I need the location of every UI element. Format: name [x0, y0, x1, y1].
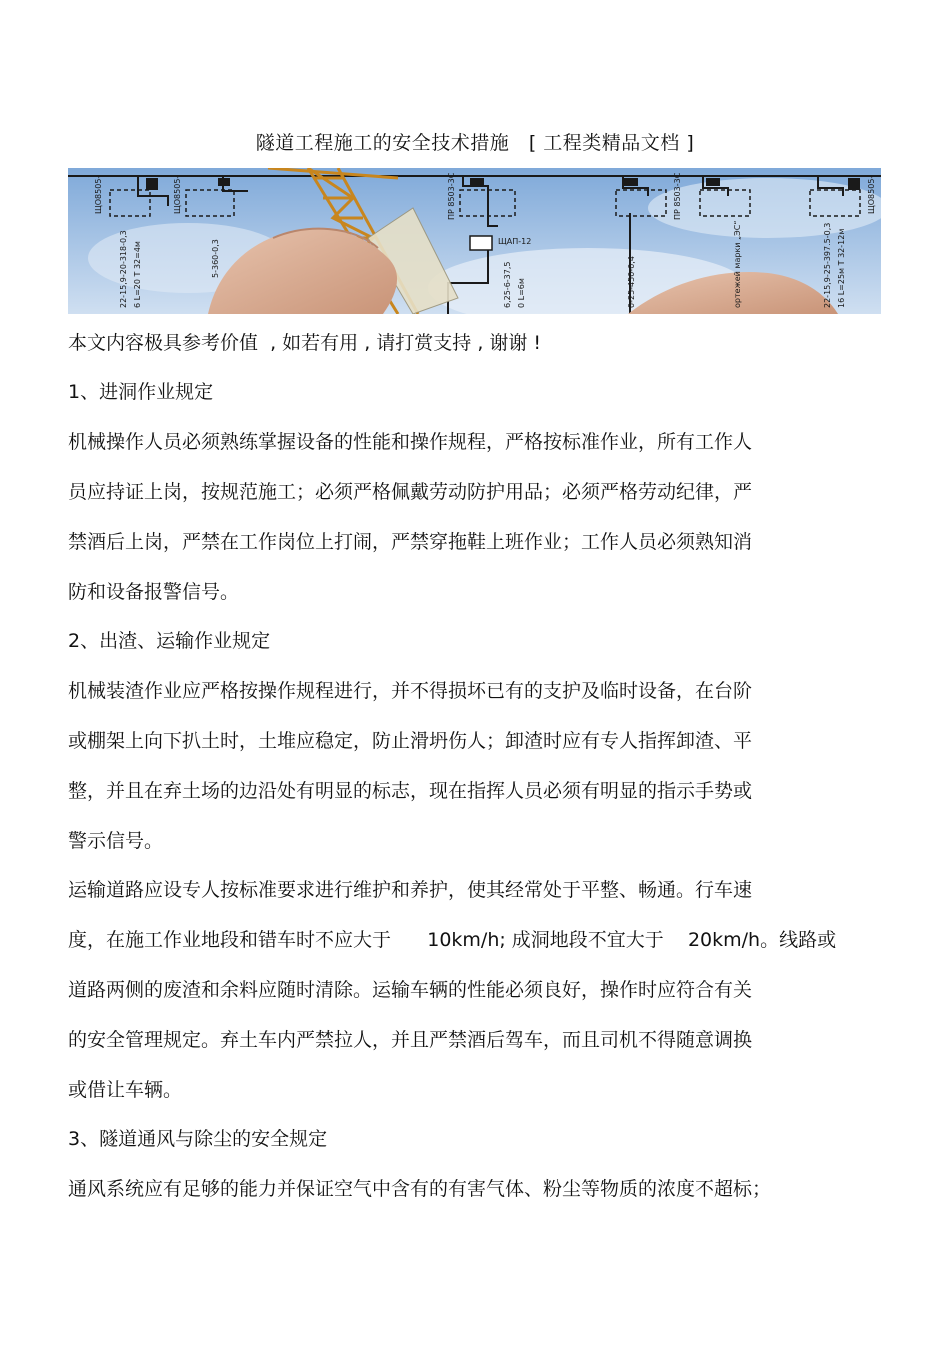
banner-side-label: 22-15,9-20-318-0,3	[119, 230, 128, 308]
banner-side-label: 6 L=20 T 32=4м	[133, 241, 142, 308]
paragraph-line: 道路两侧的废渣和余料应随时清除。运输车辆的性能必须良好，操作时应符合有关	[68, 979, 753, 1001]
section-heading: 3、隧道通风与除尘的安全规定	[68, 1128, 328, 1150]
intro-line: 本文内容极具参考价值 , 如若有用 , 请打赏支持 , 谢谢 !	[68, 332, 542, 354]
paragraph-line: 的安全管理规定。弃土车内严禁拉人，并且严禁酒后驾车，而且司机不得随意调换	[68, 1029, 753, 1051]
paragraph-line: 运输道路应设专人按标准要求进行维护和养护，使其经常处于平整、畅通。行车速	[68, 879, 753, 901]
banner-side-label: 22-15,9-25-397.5-0,3	[823, 222, 832, 308]
banner-image	[68, 168, 881, 314]
paragraph-line: 防和设备报警信号。	[68, 581, 240, 603]
banner-side-label: 5-360-0,3	[211, 239, 220, 278]
paragraph-line: 员应持证上岗，按规范施工；必须严格佩戴劳动防护用品；必须严格劳动纪律，严	[68, 481, 753, 503]
banner-label: ПР 8503-3С	[673, 172, 682, 220]
paragraph-line: 禁酒后上岗，严禁在工作岗位上打闹，严禁穿拖鞋上班作业；工作人员必须熟知消	[68, 531, 753, 553]
banner-label: ЩО8505-	[94, 175, 103, 214]
banner-side-label: 0-25-450-0,4	[627, 256, 636, 308]
banner-side-label: ортежей марки „ЭС“	[733, 220, 742, 308]
banner-side-label: 6,25-6-37,5	[503, 261, 512, 308]
banner-label: ЩАП-12	[498, 237, 532, 246]
document-title: 隧道工程施工的安全技术措施 [ 工程类精品文档 ]	[255, 132, 695, 154]
section-heading: 1、进洞作业规定	[68, 381, 214, 403]
paragraph-line: 度，在施工作业地段和错车时不应大于 10km/h; 成洞地段不宜大于 20km/h。线路或	[68, 929, 837, 951]
paragraph-line: 机械操作人员必须熟练掌握设备的性能和操作规程，严格按标准作业，所有工作人	[68, 431, 753, 453]
paragraph-line: 或借让车辆。	[68, 1079, 183, 1101]
section-heading: 2、出渣、运输作业规定	[68, 630, 271, 652]
banner-label: ЩО8505-	[173, 175, 182, 214]
banner-label: ЩО8505-	[867, 175, 876, 214]
paragraph-line: 警示信号。	[68, 830, 164, 852]
paragraph-line: 机械装渣作业应严格按操作规程进行，并不得损坏已有的支护及临时设备，在台阶	[68, 680, 753, 702]
banner-label: ПР 8503-3С	[447, 172, 456, 220]
paragraph-line: 或棚架上向下扒土时，土堆应稳定，防止滑坍伤人；卸渣时应有专人指挥卸渣、平	[68, 730, 753, 752]
paragraph-line: 整，并且在弃土场的边沿处有明显的标志，现在指挥人员必须有明显的指示手势或	[68, 780, 753, 802]
banner-side-label: 0 L=6м	[517, 278, 526, 308]
banner-side-label: 16 L=25м Т 32-12м	[837, 228, 846, 308]
paragraph-line: 通风系统应有足够的能力并保证空气中含有的有害气体、粉尘等物质的浓度不超标；	[68, 1178, 772, 1200]
